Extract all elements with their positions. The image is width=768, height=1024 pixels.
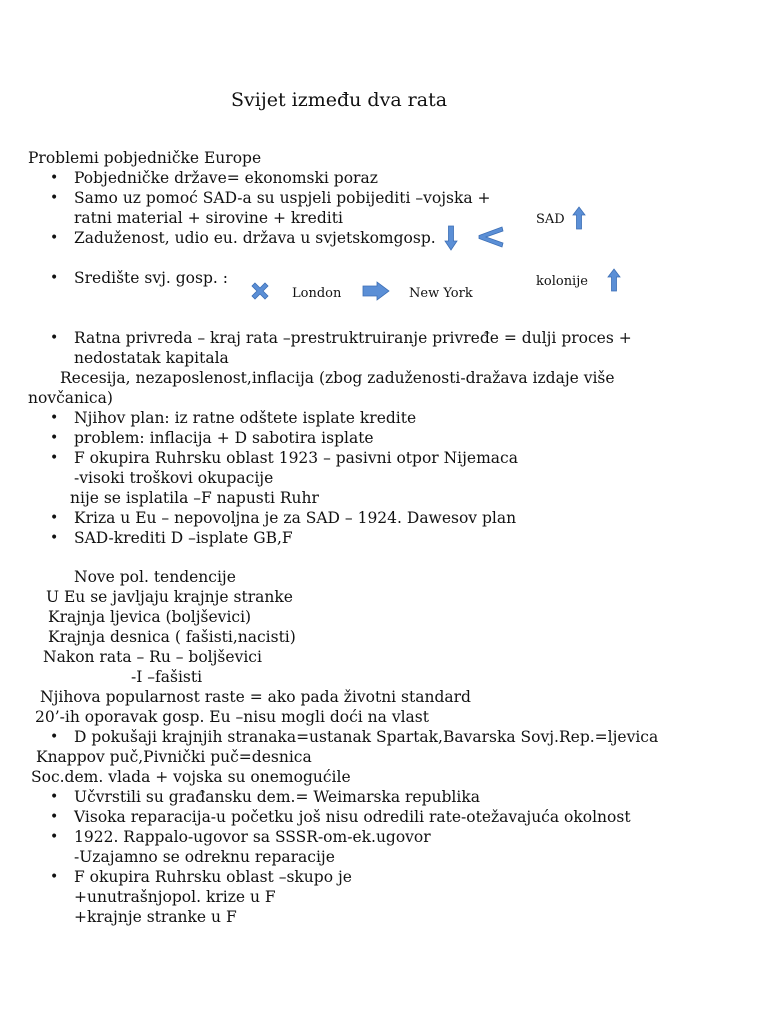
label-kolonije: kolonije (536, 274, 588, 289)
bullet-icon: • (50, 410, 59, 426)
bullet-item: F okupira Ruhrsku oblast –skupo je (74, 868, 352, 886)
bullet-item: D pokušaji krajnjih stranaka=ustanak Spartak,Bavarska Sovj.Rep.=ljevica (74, 728, 659, 746)
text-line: Nakon rata – Ru – boljševici (43, 648, 262, 666)
arrow-right-icon (362, 281, 390, 301)
text-line: nedostatak kapitala (74, 349, 229, 367)
text-line: -visoki troškovi okupacije (74, 469, 274, 487)
bullet-icon: • (50, 789, 59, 805)
arrow-up-icon-kolonije (607, 268, 621, 292)
text-line: +krajnje stranke u F (74, 908, 237, 926)
bullet-icon: • (50, 190, 59, 206)
bullet-item: F okupira Ruhrsku oblast 1923 – pasivni otpor Nijemaca (74, 449, 518, 467)
bullet-item: Ratna privreda – kraj rata –prestruktruiranje privređe = dulji proces + (74, 329, 632, 347)
bullet-item: Učvrstili su građansku dem.= Weimarska republika (74, 788, 480, 806)
bullet-icon: • (50, 330, 59, 346)
bullet-icon: • (50, 869, 59, 885)
text-line: ratni material + sirovine + krediti (74, 209, 343, 227)
bullet-icon: • (50, 729, 59, 745)
bullet-icon: • (50, 510, 59, 526)
text-line: 20’-ih oporavak gosp. Eu –nisu mogli doći na vlast (35, 708, 429, 726)
bullet-icon: • (50, 809, 59, 825)
bullet-icon: • (50, 450, 59, 466)
label-london: London (292, 286, 342, 301)
text-line: -I –fašisti (131, 668, 203, 686)
multiply-icon (251, 282, 269, 300)
bullet-item: SAD-krediti D –isplate GB,F (74, 529, 293, 547)
text-line: Recesija, nezaposlenost,inflacija (zbog zaduženosti-dražava izdaje više (60, 369, 615, 387)
text-line: U Eu se javljaju krajnje stranke (46, 588, 293, 606)
less-than-icon (478, 226, 504, 248)
text-line: Njihova popularnost raste = ako pada životni standard (40, 688, 471, 706)
bullet-icon: • (50, 230, 59, 246)
bullet-icon: • (50, 170, 59, 186)
text-line: -Uzajamno se odreknu reparacije (74, 848, 335, 866)
text-line: Soc.dem. vlada + vojska su onemogućile (31, 768, 351, 786)
text-line: Problemi pobjedničke Europe (28, 149, 262, 167)
bullet-item: Njihov plan: iz ratne odštete isplate kredite (74, 409, 417, 427)
text-line: nije se isplatila –F napusti Ruhr (70, 489, 319, 507)
page-title: Svijet između dva rata (231, 89, 448, 111)
bullet-icon: • (50, 430, 59, 446)
bullet-item: Kriza u Eu – nepovoljna je za SAD – 1924. Dawesov plan (74, 509, 517, 527)
bullet-item: Samo uz pomoć SAD-a su uspjeli pobijediti –vojska + (74, 189, 491, 207)
text-line: Nove pol. tendencije (74, 568, 236, 586)
bullet-icon: • (50, 530, 59, 546)
bullet-item: Pobjedničke države= ekonomski poraz (74, 169, 378, 187)
bullet-item: Visoka reparacija-u početku još nisu odredili rate-otežavajuća okolnost (74, 808, 631, 826)
text-line: Knappov puč,Pivnički puč=desnica (36, 748, 312, 766)
bullet-item: problem: inflacija + D sabotira isplate (74, 429, 374, 447)
bullet-item: 1922. Rappalo-ugovor sa SSSR-om-ek.ugovor (74, 828, 431, 846)
arrow-down-icon (444, 225, 458, 251)
label-new-york: New York (409, 286, 473, 301)
bullet-item: Zaduženost, udio eu. država u svjetskomgosp. (74, 229, 436, 247)
bullet-item: Središte svj. gosp. : (74, 269, 228, 287)
text-line: Krajnja ljevica (boljševici) (48, 608, 252, 626)
text-line: novčanica) (28, 389, 113, 407)
text-line: Krajnja desnica ( fašisti,nacisti) (48, 628, 296, 646)
text-line: +unutrašnjopol. krize u F (74, 888, 276, 906)
arrow-up-icon-sad (572, 206, 586, 230)
bullet-icon: • (50, 829, 59, 845)
label-sad: SAD (536, 212, 565, 227)
bullet-icon: • (50, 270, 59, 286)
